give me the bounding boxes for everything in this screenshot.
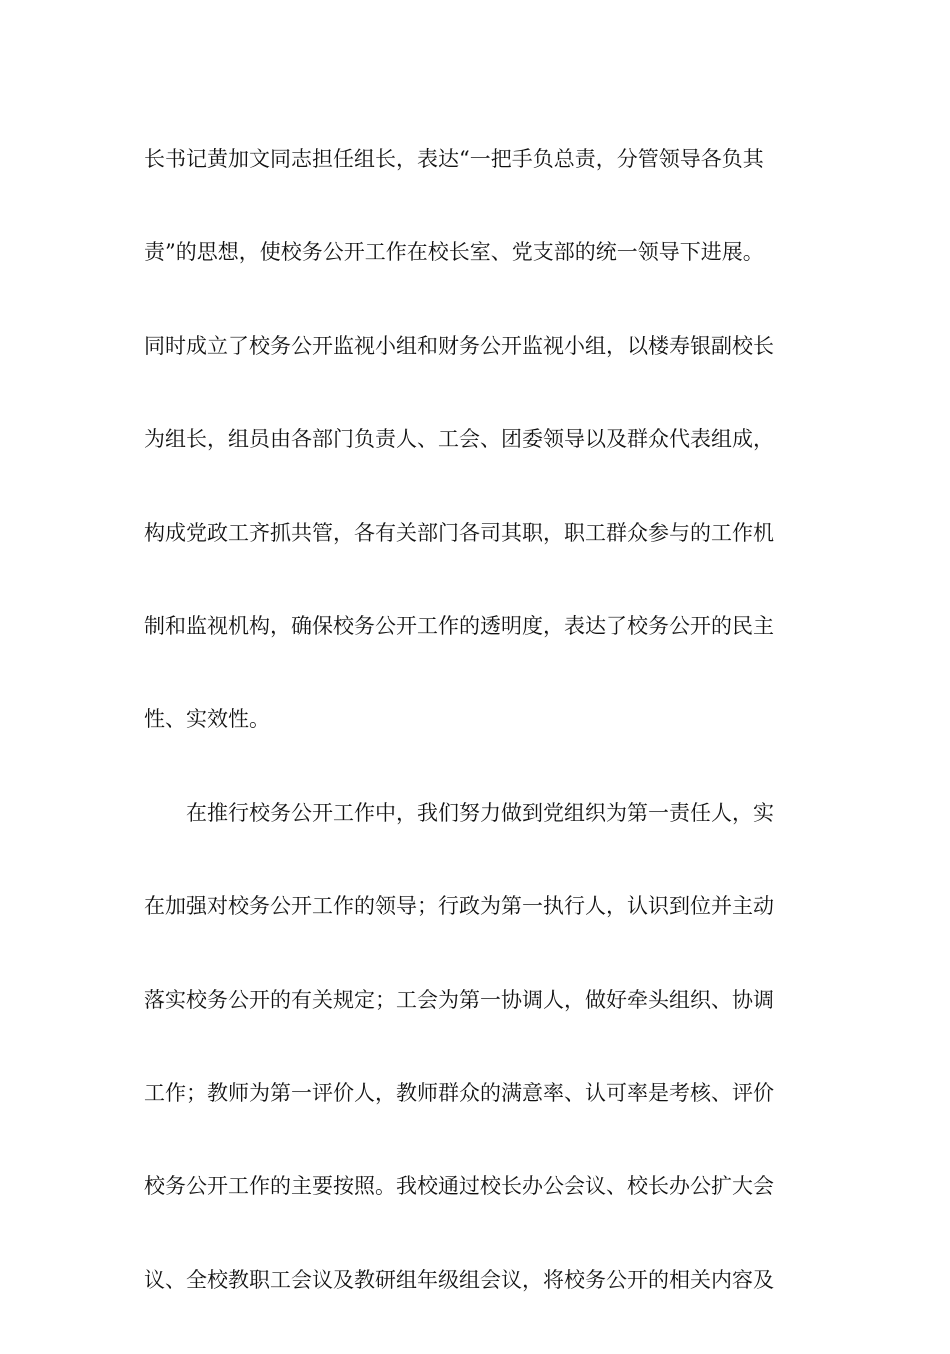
- paragraph-1-line-5: 构成党政工齐抓共管，各有关部门各司其职，职工群众参与的工作机: [144, 520, 774, 545]
- paragraph-2-line-3: 落实校务公开的有关规定；工会为第一协调人，做好牵头组织、协调: [144, 987, 774, 1012]
- paragraph-1-line-4: 为组长，组员由各部门负责人、工会、团委领导以及群众代表组成，: [144, 427, 774, 452]
- paragraph-2-line-2: 在加强对校务公开工作的领导；行政为第一执行人，认识到位并主动: [144, 894, 774, 919]
- paragraph-2-line-6: 议、全校教职工会议及教研组年级组会议，将校务公开的相关内容及: [144, 1267, 774, 1292]
- paragraph-1-line-6: 制和监视机构，确保校务公开工作的透明度，表达了校务公开的民主: [144, 613, 774, 638]
- document-body: [144, 140, 804, 1354]
- paragraph-1-line-2: 责”的思想，使校务公开工作在校长室、党支部的统一领导下进展。: [144, 240, 764, 265]
- paragraph-2-line-4: 工作；教师为第一评价人，教师群众的满意率、认可率是考核、评价: [144, 1080, 774, 1105]
- paragraph-1-line-7: 性、实效性。: [144, 707, 270, 732]
- paragraph-2-line-1: 在推行校务公开工作中，我们努力做到党组织为第一责任人，实: [186, 800, 774, 825]
- paragraph-2-line-5: 校务公开工作的主要按照。我校通过校长办公会议、校长办公扩大会: [144, 1174, 774, 1199]
- paragraph-1-line-1: 长书记黄加文同志担任组长，表达“一把手负总责，分管领导各负其: [144, 147, 764, 171]
- paragraph-1-line-3: 同时成立了校务公开监视小组和财务公开监视小组，以楼寿银副校长: [144, 333, 774, 358]
